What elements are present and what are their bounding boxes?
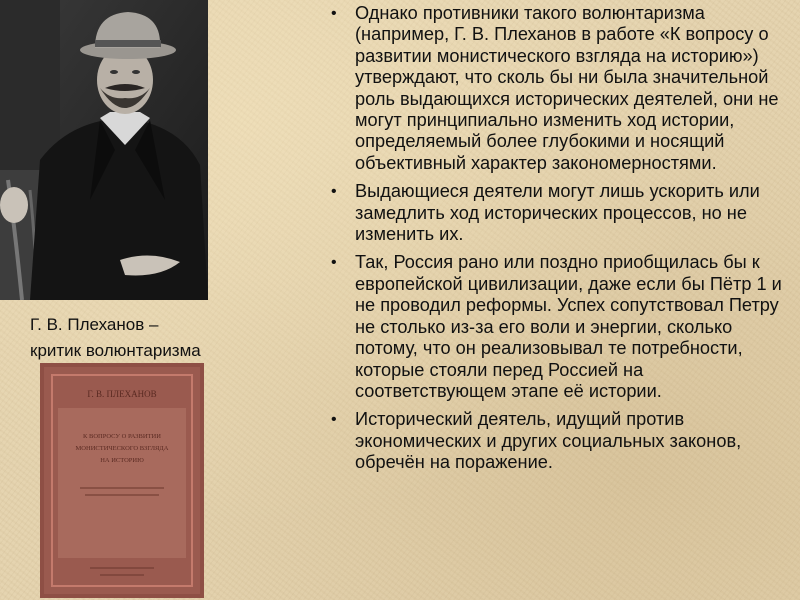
bullet-marker: • [331, 5, 337, 22]
book-title-line-2: МОНИСТИЧЕСКОГО ВЗГЛЯДА [75, 445, 169, 452]
main-text [325, 3, 795, 481]
bullet-text: Исторический деятель, идущий против экономических и других социальных законов, обречён на поражение. [355, 409, 742, 473]
bullet-item [325, 3, 795, 174]
book-author: Г. В. ПЛЕХАНОВ [87, 389, 157, 399]
book-cover-image [40, 363, 204, 598]
book-title-line-1: К ВОПРОСУ О РАЗВИТИИ [83, 433, 161, 440]
portrait-caption [30, 312, 240, 364]
book-title-line-3: НА ИСТОРИЮ [100, 457, 144, 464]
bullet-marker: • [331, 411, 337, 429]
bullet-marker: • [331, 254, 337, 272]
bullet-item [325, 409, 795, 473]
bullet-marker: • [331, 183, 337, 201]
bullet-text: Так, Россия рано или поздно приобщилась бы к европейской цивилизации, даже если бы Пётр 1 и не проводил реформы. Успех сопутствовал Петру не столько из-за его воли и энергии, сколько потому, что он реализовывал те потребности, которые стояли перед Россией на соответствующем этапе её истории. [355, 252, 782, 401]
bullet-text: Однако противники такого волюнтаризма (например, Г. В. Плеханов в работе «К вопросу о развитии монистического взгляда на историю») утверждают, что сколь бы ни была значительной роль выдающихся исторических деятелей, они не могут принципиально изменить ход истории, определяемый более глубокими и носящий объективный характер закономерностями. [355, 3, 779, 173]
bullet-item [325, 181, 795, 245]
bullet-text: Выдающиеся деятели могут лишь ускорить или замедлить ход исторических процессов, но не изменить их. [355, 181, 760, 245]
caption-line-1: Г. В. Плеханов – [30, 315, 159, 334]
bullet-list [325, 3, 795, 474]
bullet-item [325, 252, 795, 402]
portrait-photo [0, 0, 208, 300]
caption-line-2: критик волюнтаризма [30, 341, 201, 360]
